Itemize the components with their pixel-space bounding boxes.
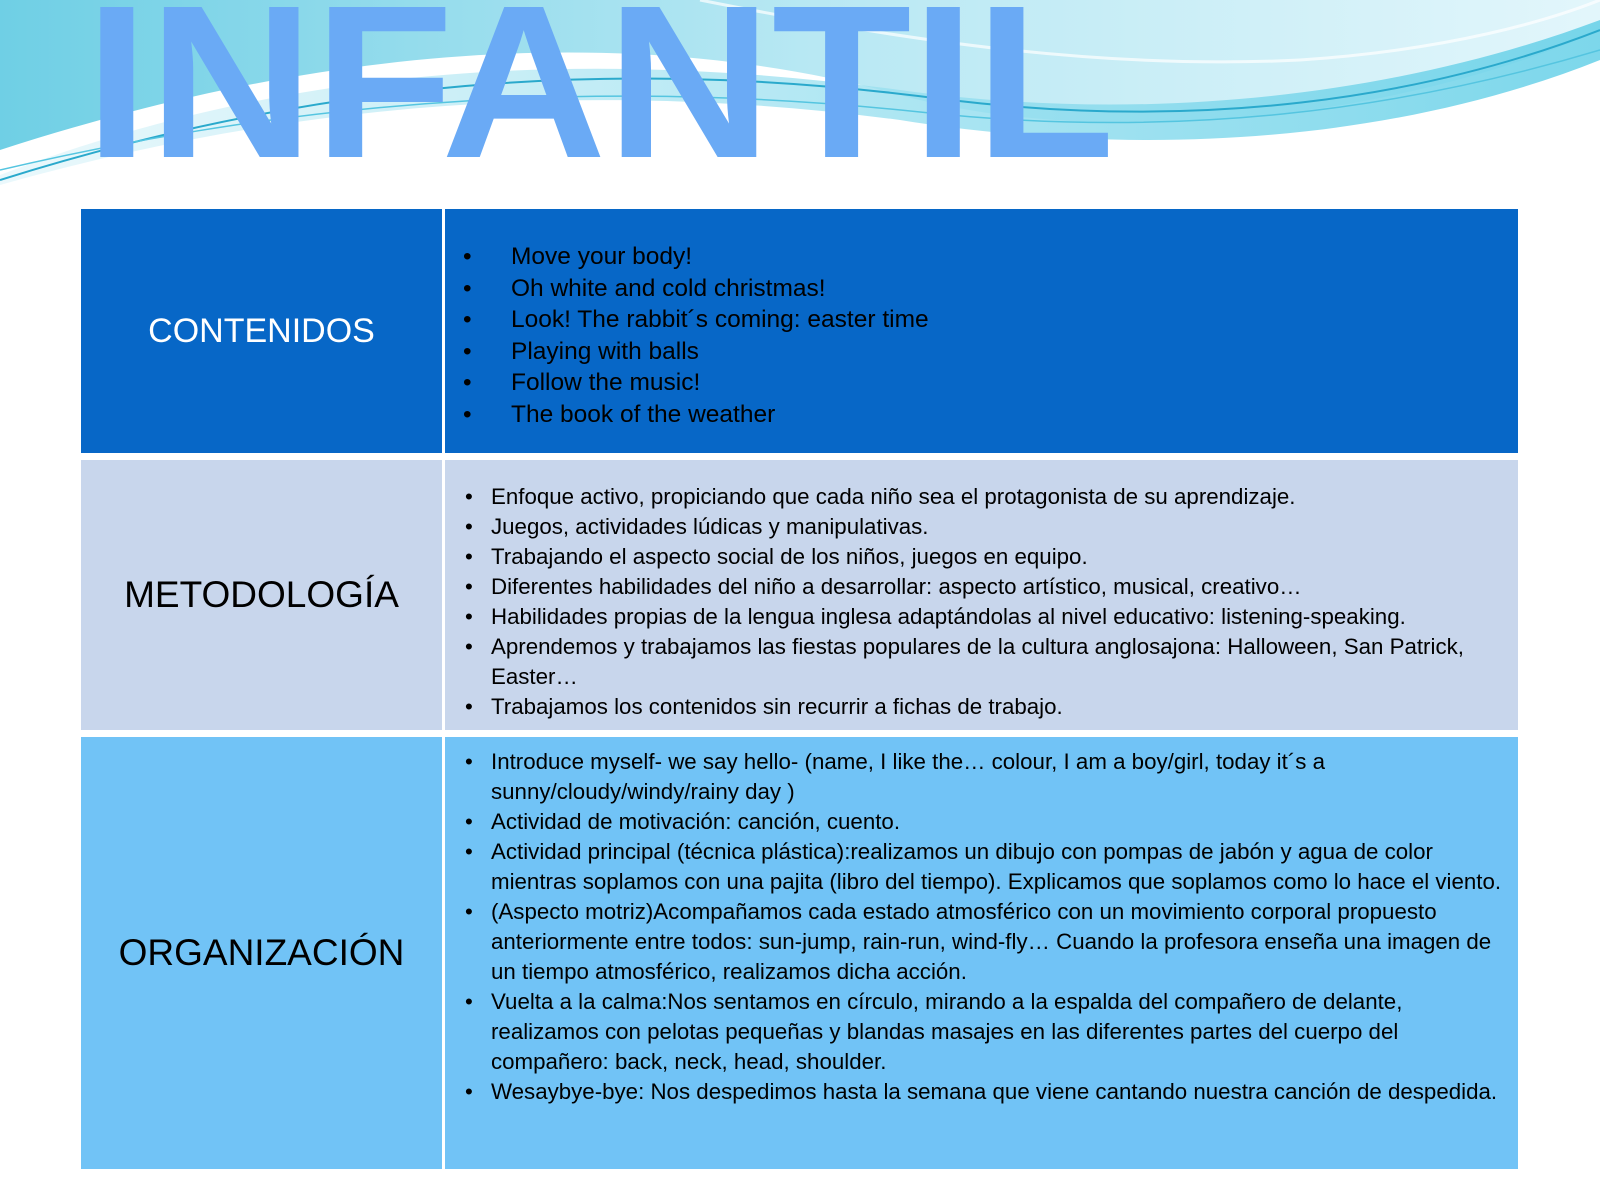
row-contenidos <box>81 209 1518 460</box>
list-item: • Move your body! <box>445 241 1518 273</box>
page-title: INFANTIL <box>85 0 1115 204</box>
label-cell <box>81 460 445 730</box>
list-item: • Follow the music! <box>445 367 1518 399</box>
organizacion-list <box>445 747 1504 1107</box>
list-item: • Vuelta a la calma:Nos sentamos en círculo, mirando a la espalda del compañero de delante, realizamos con pelotas pequeñas y blandas masajes en las diferentes partes del cuerpo del compañero: back, neck, head, shoulder. <box>445 987 1504 1077</box>
list-item: • The book of the weather <box>445 399 1518 431</box>
list-item: • Wesaybye-bye: Nos despedimos hasta la semana que viene cantando nuestra canción de despedida. <box>445 1077 1504 1107</box>
list-item: • Diferentes habilidades del niño a desarrollar: aspecto artístico, musical, creativo… <box>445 572 1504 602</box>
list-item: • Actividad principal (técnica plástica):realizamos un dibujo con pompas de jabón y agua de color mientras soplamos con una pajita (libro del tiempo). Explicamos que soplamos como lo hace el viento. <box>445 837 1504 897</box>
row-metodologia <box>81 460 1518 737</box>
list-item: • Aprendemos y trabajamos las fiestas populares de la cultura anglosajona: Halloween, San Patrick, Easter… <box>445 632 1504 692</box>
list-item: • Juegos, actividades lúdicas y manipulativas. <box>445 512 1504 542</box>
list-item: • Look! The rabbit´s coming: easter time <box>445 304 1518 336</box>
list-item: • Trabajando el aspecto social de los niños, juegos en equipo. <box>445 542 1504 572</box>
metodologia-list <box>445 482 1504 722</box>
metodologia-label: METODOLOGÍA <box>124 574 399 615</box>
content-cell <box>445 737 1518 1169</box>
organizacion-label: ORGANIZACIÓN <box>118 932 405 973</box>
content-cell <box>445 460 1518 730</box>
list-item: • Oh white and cold christmas! <box>445 273 1518 305</box>
contenidos-label: CONTENIDOS <box>148 311 375 350</box>
list-item: • Playing with balls <box>445 336 1518 368</box>
info-table <box>81 209 1518 1169</box>
list-item: • Enfoque activo, propiciando que cada niño sea el protagonista de su aprendizaje. <box>445 482 1504 512</box>
row-organizacion <box>81 737 1518 1169</box>
list-item: • Habilidades propias de la lengua inglesa adaptándolas al nivel educativo: listening-speaking. <box>445 602 1504 632</box>
content-cell <box>445 209 1518 453</box>
contenidos-list <box>445 241 1518 431</box>
list-item: • (Aspecto motriz)Acompañamos cada estado atmosférico con un movimiento corporal propuesto anteriormente entre todos: sun-jump, rain-run, wind-fly… Cuando la profesora enseña una imagen de un tiempo atmosférico, realizamos dicha acción. <box>445 897 1504 987</box>
label-cell <box>81 209 445 453</box>
list-item: • Trabajamos los contenidos sin recurrir a fichas de trabajo. <box>445 692 1504 722</box>
list-item: • Introduce myself- we say hello- (name, I like the… colour, I am a boy/girl, today it´s a sunny/cloudy/windy/rainy day ) <box>445 747 1504 807</box>
list-item: • Actividad de motivación: canción, cuento. <box>445 807 1504 837</box>
label-cell <box>81 737 445 1169</box>
